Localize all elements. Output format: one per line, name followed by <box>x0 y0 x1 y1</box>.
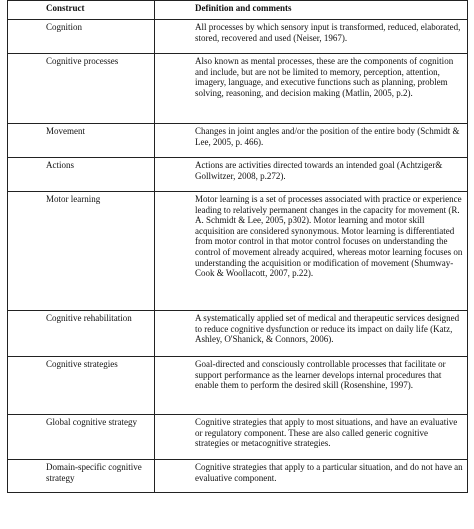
construct-cell: Cognition <box>8 20 155 54</box>
definition-cell: Goal-directed and consciously controllable processes that facilitate or support performance as the learner develops internal procedures that enable them to perform the desired skill (Rosenshine, 1997). <box>155 357 468 415</box>
table-row <box>8 311 468 357</box>
definition-cell: Motor learning is a set of processes associated with practice or experience leading to relatively permanent changes in the capacity for movement (R. A. Schmidt & Lee, 2005, p302). Motor learning and motor skill acquisition are considered synonymous. Motor learning is differentiated from motor control in that motor control focuses on understanding the control of movement already acquired, whereas motor learning focuses on understanding the acquisition or modification of movement (Shumway-Cook & Woollacott, 2007, p.22). <box>155 192 468 311</box>
definition-cell: Cognitive strategies that apply to most situations, and have an evaluative or regulatory component. These are also called generic cognitive strategies or metacognitive strategies. <box>155 415 468 460</box>
construct-cell: Actions <box>8 158 155 192</box>
table-row <box>8 415 468 460</box>
header-definition: Definition and comments <box>155 1 468 20</box>
header-construct: Construct <box>8 1 155 20</box>
constructs-table <box>7 0 468 493</box>
table-row <box>8 192 468 311</box>
table-row <box>8 54 468 124</box>
construct-cell: Cognitive processes <box>8 54 155 124</box>
construct-cell: Motor learning <box>8 192 155 311</box>
table-row <box>8 357 468 415</box>
table-row <box>8 158 468 192</box>
definition-cell: A systematically applied set of medical and therapeutic services designed to reduce cognitive dysfunction or reduce its impact on daily life (Katz, Ashley, O'Shanick, & Connors, 2006). <box>155 311 468 357</box>
construct-cell: Global cognitive strategy <box>8 415 155 460</box>
construct-cell: Movement <box>8 124 155 158</box>
definition-cell: Also known as mental processes, these are the components of cognition and include, but are not be limited to memory, perception, attention, imagery, language, and executive functions such as planning, problem solving, reasoning, and decision making (Matlin, 2005, p.2). <box>155 54 468 124</box>
definition-cell: All processes by which sensory input is transformed, reduced, elaborated, stored, recovered and used (Neiser, 1967). <box>155 20 468 54</box>
construct-cell: Cognitive strategies <box>8 357 155 415</box>
definition-cell: Cognitive strategies that apply to a particular situation, and do not have an evaluative component. <box>155 460 468 493</box>
table-row <box>8 20 468 54</box>
definition-cell: Changes in joint angles and/or the position of the entire body (Schmidt & Lee, 2005, p. 466). <box>155 124 468 158</box>
definition-cell: Actions are activities directed towards an intended goal (Achtziger& Gollwitzer, 2008, p.272). <box>155 158 468 192</box>
table-row <box>8 460 468 493</box>
construct-cell: Domain-specific cognitive strategy <box>8 460 155 493</box>
table-row <box>8 124 468 158</box>
construct-cell: Cognitive rehabilitation <box>8 311 155 357</box>
table-header-row <box>8 1 468 20</box>
